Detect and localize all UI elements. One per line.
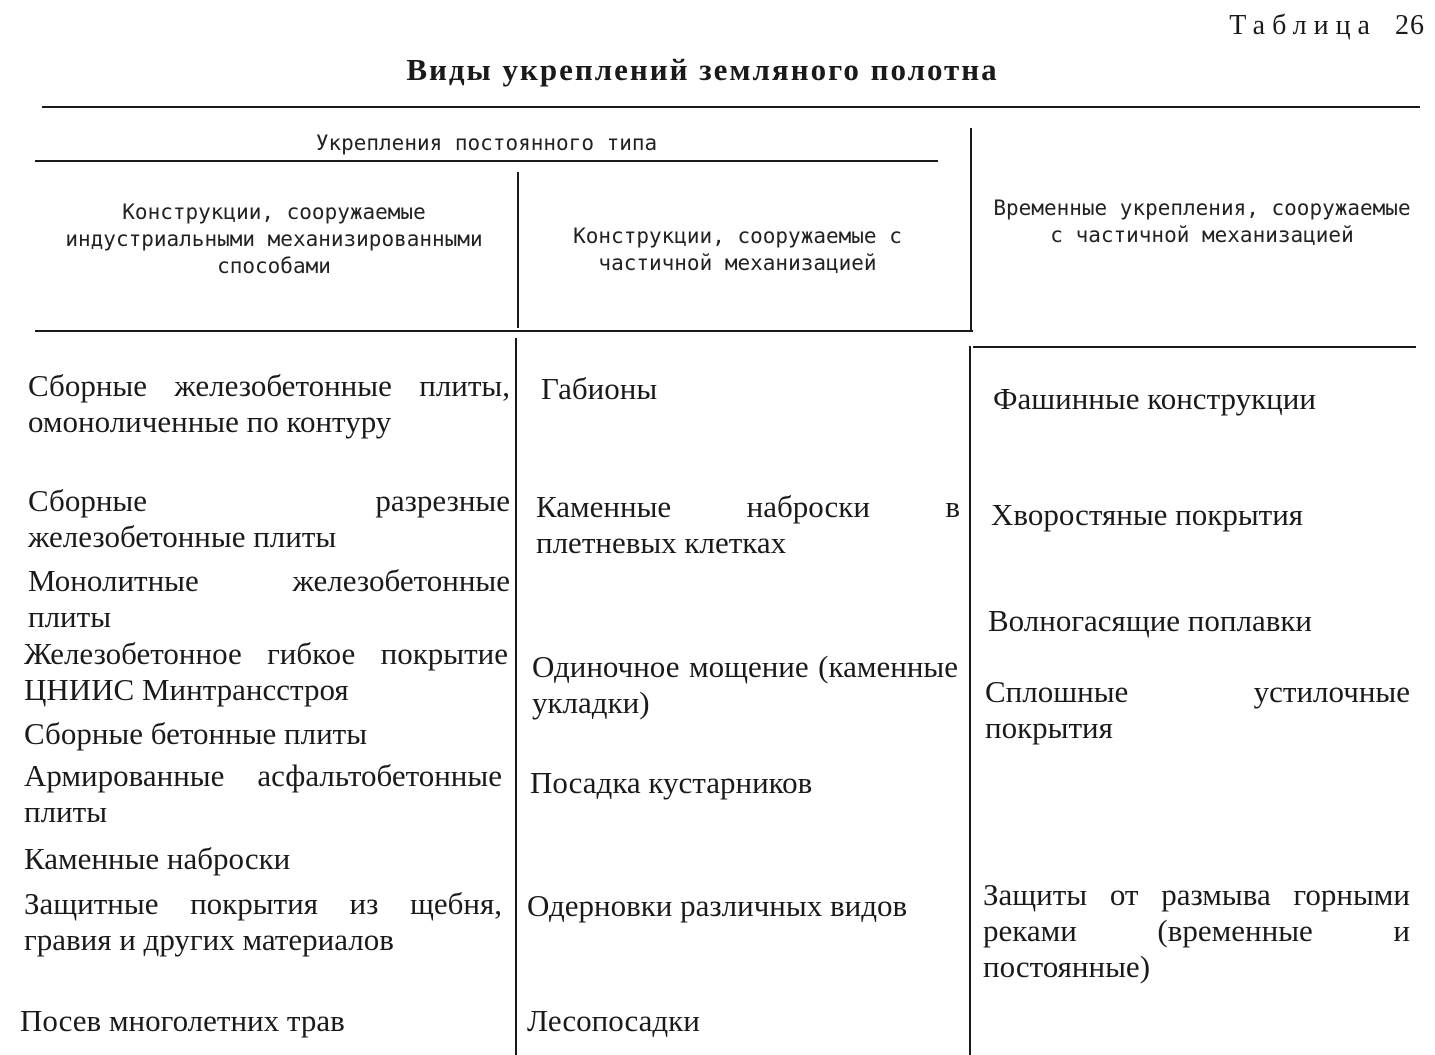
col1-item-9: Посев многолетних трав <box>20 1003 345 1038</box>
col1-item-3: Монолитные железобетонные плиты <box>28 563 510 634</box>
column-divider-1 <box>515 338 517 1055</box>
col1-item-7: Каменные наброски <box>24 841 291 876</box>
col1-item-5: Сборные бетонные плиты <box>24 716 368 751</box>
col2-item-5: Одерновки различных видов <box>527 888 908 923</box>
col2-item-1: Габионы <box>541 371 658 406</box>
header-col-temporary: Временные укрепления, сооружаемые с частичной механизацией <box>993 196 1411 247</box>
col3-item-4: Сплошные устилочные покрытия <box>985 674 1410 745</box>
col2-item-2: Каменные наброски в плетневых клетках <box>536 489 960 560</box>
col1-item-8: Защитные покрытия из щебня, гравия и других материалов <box>24 886 502 957</box>
column-divider-1-header <box>517 172 519 328</box>
col1-item-1: Сборные железобетонные плиты, омоноличенные по контуру <box>28 368 510 439</box>
table-title: Виды укреплений земляного полотна <box>406 52 999 87</box>
table-number-value: 26 <box>1395 10 1425 41</box>
header-bottom-rule-right <box>973 346 1416 348</box>
col3-item-3: Волногасящие поплавки <box>988 603 1312 638</box>
column-divider-2-header <box>970 128 972 330</box>
table-number <box>1229 10 1425 42</box>
col2-item-3: Одиночное мощение (каменные укладки) <box>532 649 958 720</box>
header-group-permanent: Укрепления постоянного типа <box>315 131 658 155</box>
header-bottom-rule <box>35 330 973 332</box>
col2-item-6: Лесопосадки <box>527 1003 700 1038</box>
table-label: Таблица <box>1229 10 1377 41</box>
top-rule <box>42 106 1420 108</box>
col3-item-2: Хворостяные покрытия <box>991 497 1304 532</box>
col3-item-1: Фашинные конструкции <box>993 381 1316 416</box>
col1-item-4: Железобетонное гибкое покрытие ЦНИИС Минтрансстроя <box>24 636 508 707</box>
header-col-industrial: Конструкции, сооружаемые индустриальными механизированными способами <box>65 200 483 278</box>
col1-item-2: Сборные разрезные железобетонные плиты <box>28 483 510 554</box>
col1-item-6: Армированные асфальтобетонные плиты <box>24 758 502 829</box>
header-col-partial-mechanization: Конструкции, сооружаемые с частичной механизацией <box>573 224 902 275</box>
group-header-rule <box>35 160 938 162</box>
column-divider-2 <box>969 346 971 1055</box>
col3-item-5: Защиты от размыва горными реками (временные и постоянные) <box>983 877 1410 984</box>
col2-item-4: Посадка кустарников <box>530 765 813 800</box>
